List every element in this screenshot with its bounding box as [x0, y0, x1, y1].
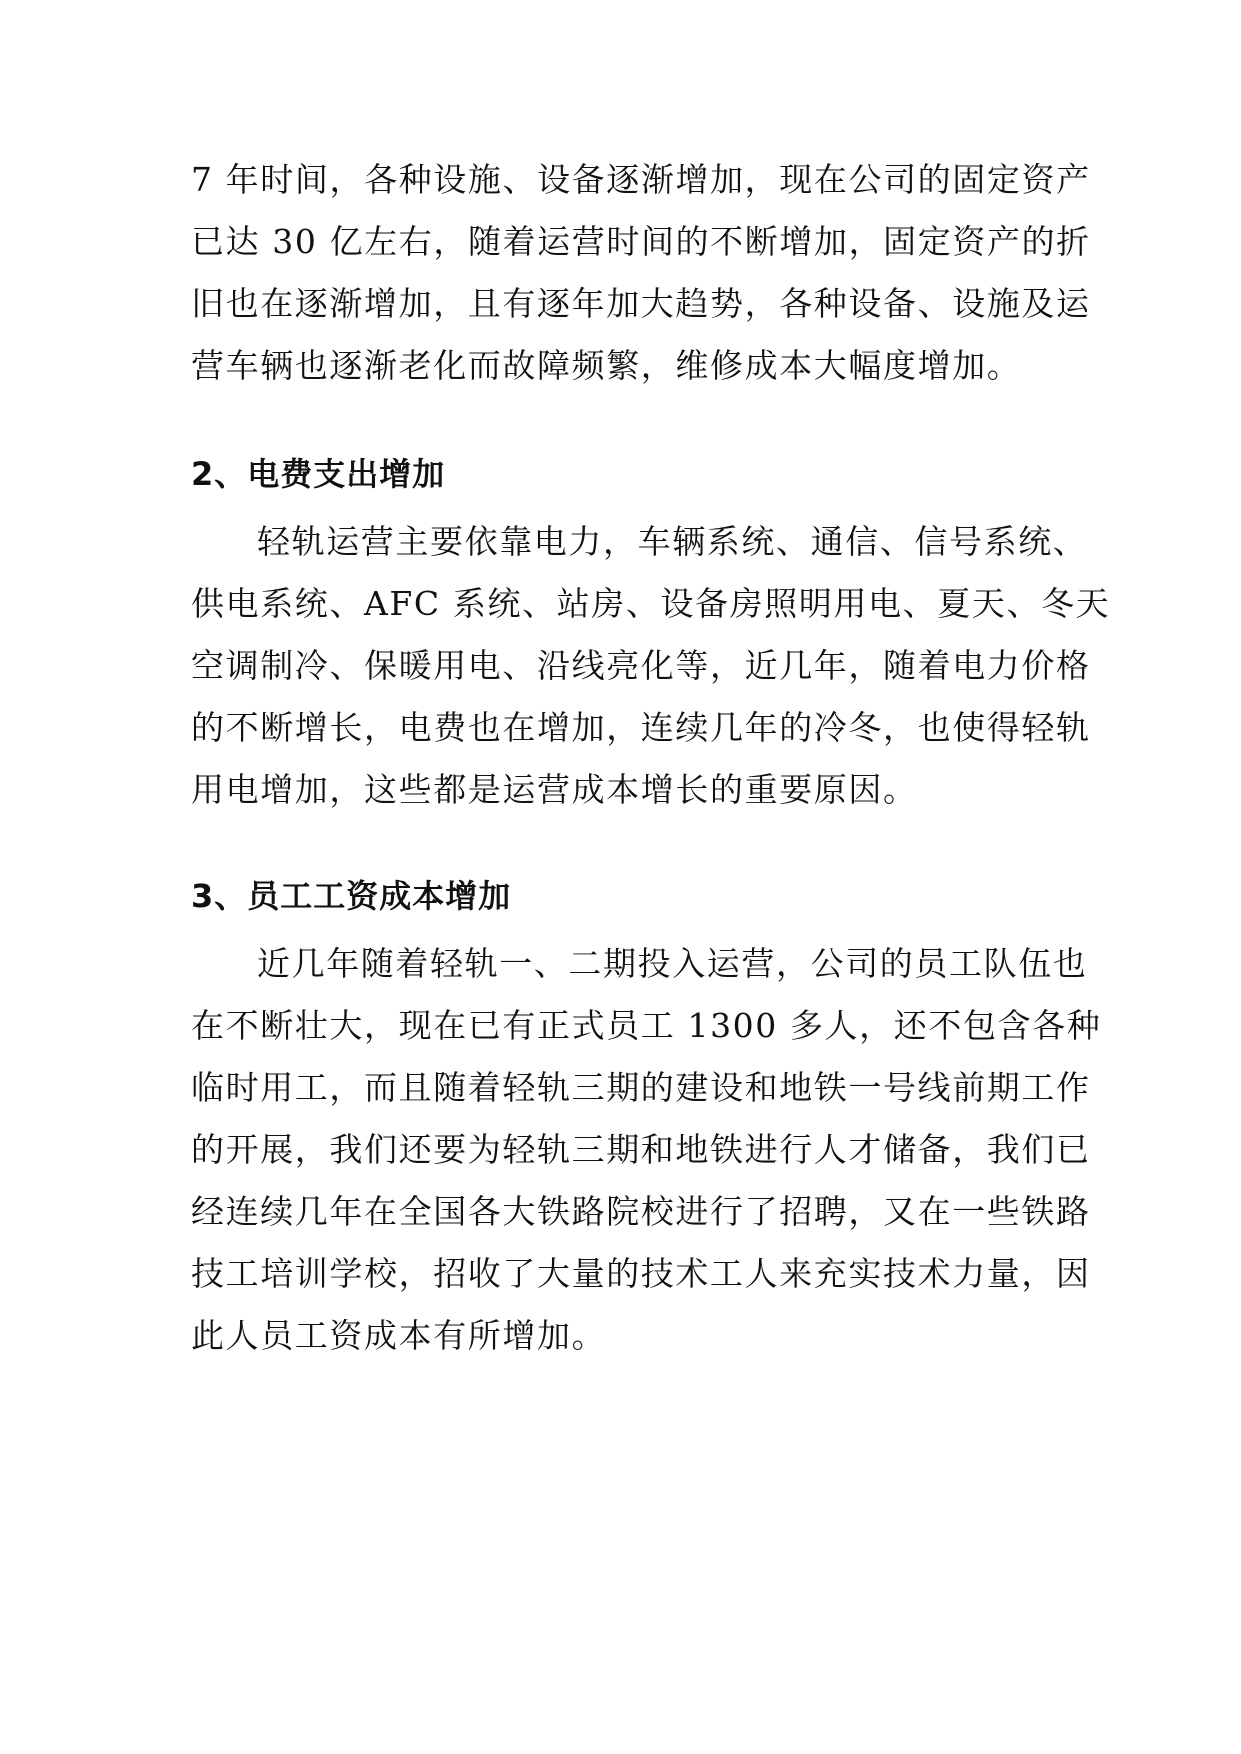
paragraph-line: 用电增加，这些都是运营成本增长的重要原因。	[191, 770, 918, 809]
section-heading-electricity: 2、电费支出增加	[191, 455, 446, 493]
paragraph-line: 的不断增长，电费也在增加，连续几年的冷冬，也使得轻轨	[191, 708, 1091, 747]
paragraph-line: 轻轨运营主要依靠电力，车辆系统、通信、信号系统、	[257, 522, 1088, 561]
paragraph-line: 供电系统、AFC 系统、站房、设备房照明用电、夏天、冬天	[191, 584, 1111, 623]
paragraph-line: 经连续几年在全国各大铁路院校进行了招聘，又在一些铁路	[191, 1192, 1091, 1231]
paragraph-line: 的开展，我们还要为轻轨三期和地铁进行人才储备，我们已	[191, 1130, 1091, 1169]
paragraph-line: 旧也在逐渐增加，且有逐年加大趋势，各种设备、设施及运	[191, 284, 1091, 323]
paragraph-line: 营车辆也逐渐老化而故障频繁，维修成本大幅度增加。	[191, 346, 1022, 385]
paragraph-line: 在不断壮大，现在已有正式员工 1300 多人，还不包含各种	[191, 1006, 1102, 1045]
paragraph-line: 此人员工资成本有所增加。	[191, 1316, 607, 1355]
paragraph-line: 技工培训学校，招收了大量的技术工人来充实技术力量，因	[191, 1254, 1091, 1293]
paragraph-line: 近几年随着轻轨一、二期投入运营，公司的员工队伍也	[257, 944, 1088, 983]
paragraph-line: 临时用工，而且随着轻轨三期的建设和地铁一号线前期工作	[191, 1068, 1091, 1107]
section-heading-salary: 3、员工工资成本增加	[191, 877, 512, 915]
paragraph-line: 已达 30 亿左右，随着运营时间的不断增加，固定资产的折	[191, 222, 1091, 261]
paragraph-line: 7 年时间，各种设施、设备逐渐增加，现在公司的固定资产	[191, 160, 1091, 199]
paragraph-line: 空调制冷、保暖用电、沿线亮化等，近几年，随着电力价格	[191, 646, 1091, 685]
